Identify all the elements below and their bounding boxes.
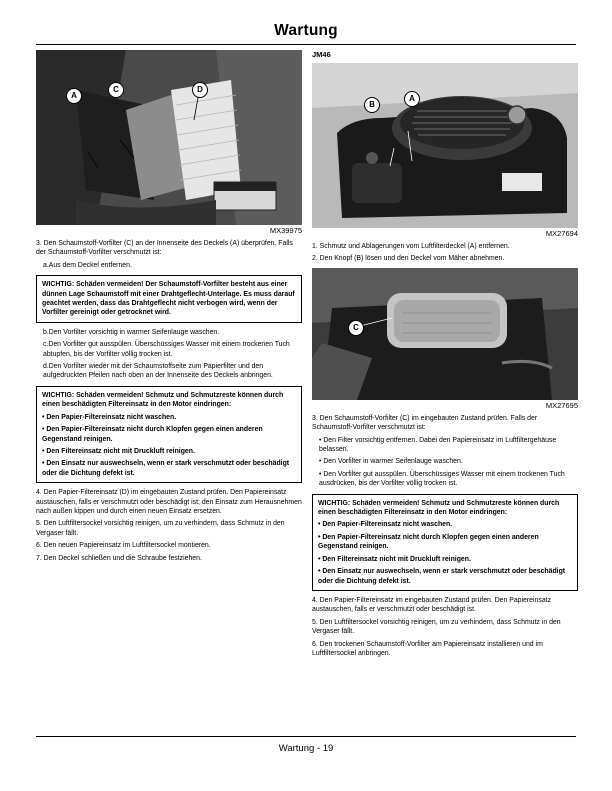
figure-id: MX39975 [269,226,302,235]
air-filter-photo-left [36,50,302,225]
step-5: 5. Den Luftfiltersockel vorsichtig reinigen, um zu verhindern, dass Schmutz in den Vergaser fällt. [312,618,561,636]
step-3b: b.Den Vorfilter vorsichtig in warmer Seifenlauge waschen. [43,328,220,336]
page-title: Wartung [274,22,338,39]
warning-item: • Den Einsatz nur auswechseln, wenn er stark verschmutzt oder beschädigt oder die Dichtung defekt ist. [318,568,566,585]
warning-heading: WICHTIG: Schäden vermeiden! Schmutz und Schmutzreste können durch einen beschädigten Filtereinsatz in den Motor eindringen: [42,391,284,409]
warning-box-3 [312,494,578,591]
figure-id: MX27694 [545,229,578,238]
page-number: Wartung - 19 [278,743,334,754]
figure-id: MX27695 [545,400,578,410]
step-7: 7. Den Deckel schließen und die Schraube festziehen. [36,554,202,562]
callout-c: C [348,320,364,336]
air-filter-illustration [36,50,302,225]
left-column [36,50,302,566]
engine-photo [312,63,578,228]
step-6: 6. Den neuen Papiereinsatz im Luftfiltersockel montieren. [36,542,211,550]
callout-d: D [192,82,208,98]
step-4: 4. Den Papier-Filtereinsatz im eingebauten Zustand prüfen. Den Papiereinsatz austauschen, falls er verschmutzt oder beschädigt ist. [312,596,552,614]
step-3: 3. Den Schaumstoff-Vorfilter (C) an der Innenseite des Deckels (A) überprüfen. Falls der Schaumstoff-Vorfilter verschmutzt ist: [36,240,293,257]
warning-item: • Den Einsatz nur auswechseln, wenn er stark verschmutzt oder beschädigt oder die Dichtung defekt ist. [42,460,290,477]
model-label: JM46 [312,50,331,59]
foam-prefilter-photo [312,268,578,400]
warning-box-2 [36,386,302,483]
footer-rule [36,736,576,737]
bullet-item: • Den Vorfilter in warmer Seifenlauge waschen. [319,458,463,466]
warning-item: • Den Papier-Filtereinsatz nicht waschen. [318,521,453,529]
right-column [312,50,578,661]
step-4: 4. Den Papier-Filtereinsatz (D) im eingebauten Zustand prüfen. Den Papiereinsatz austauschen, falls er verschmutzt oder beschädigt ist; den Einsatz zum Herausnehmen nach außen kippen und durch einen neuen Einsatz ersetzen. [36,489,302,515]
bullet-item: • Den Filter vorsichtig entfernen. Dabei den Papiereinsatz im Luftfiltergehäuse belassen. [319,436,557,454]
warning-item: • Den Filtereinsatz nicht mit Druckluft reinigen. [42,447,195,455]
warning-item: • Den Papier-Filtereinsatz nicht waschen. [42,413,177,421]
warning-heading: WICHTIG: Schäden vermeiden! Schmutz und Schmutzreste können durch einen beschädigten Filtereinsatz in den Motor eindringen: [318,499,560,517]
warning-box-1 [36,275,302,323]
header-rule [36,44,576,45]
bullet-item: • Den Vorfilter gut ausspülen. Überschüssiges Wasser mit einem trockenen Tuch ausdrücken, bis der Vorfilter völlig trocken ist. [319,470,565,488]
step-5: 5. Den Luftfiltersockel vorsichtig reinigen, um zu verhindern, dass Schmutz in den Vergaser fällt. [36,520,285,537]
warning-text: WICHTIG: Schäden vermeiden! Der Schaumstoff-Vorfilter besteht aus einer dünnen Lage Schaumstoff mit einer Drahtgeflecht-Unterlage. Es muss darauf geachtet werden, dass das Drahtgeflecht nicht verbogen wird, wenn der Vorfilter gereinigt oder getrocknet wird. [42,281,295,317]
warning-item: • Den Filtereinsatz nicht mit Druckluft reinigen. [318,555,471,563]
callout-a: A [66,88,82,104]
step-3c: c.Den Vorfilter gut ausspülen. Überschüssiges Wasser mit einem trockenen Tuch abtupfen, bis der Vorfilter völlig trocken ist. [43,341,290,358]
callout-c: C [108,82,124,98]
callout-a: A [404,91,420,107]
warning-item: • Den Papier-Filtereinsatz nicht durch Klopfen gegen einen anderen Gegenstand reinigen. [318,533,539,551]
engine-illustration [312,63,578,228]
step-1: 1. Schmutz und Ablagerungen vom Luftfilterdeckel (A) entfernen. [312,243,510,250]
callout-b: B [364,97,380,113]
step-2: 2. Den Knopf (B) lösen und den Deckel vom Mäher abnehmen. [312,255,505,263]
step-3: 3. Den Schaumstoff-Vorfilter (C) im eingebauten Zustand prüfen. Falls der Schaumstoff-Vorfilter verschmutzt ist: [312,414,538,432]
step-3a: a.Aus dem Deckel entfernen. [43,261,132,269]
step-3d: d.Den Vorfilter wieder mit der Schaumstoffseite zum Papierfilter und den aufgedruckten Pfeilen nach oben an der Innenseite des Deckels anbringen. [43,363,273,380]
step-6: 6. Den trockenen Schaumstoff-Vorfilter am Papiereinsatz installieren und im Luftfiltersockel anbringen. [312,640,543,657]
warning-item: • Den Papier-Filtereinsatz nicht durch Klopfen gegen einen anderen Gegenstand reinigen. [42,426,263,443]
